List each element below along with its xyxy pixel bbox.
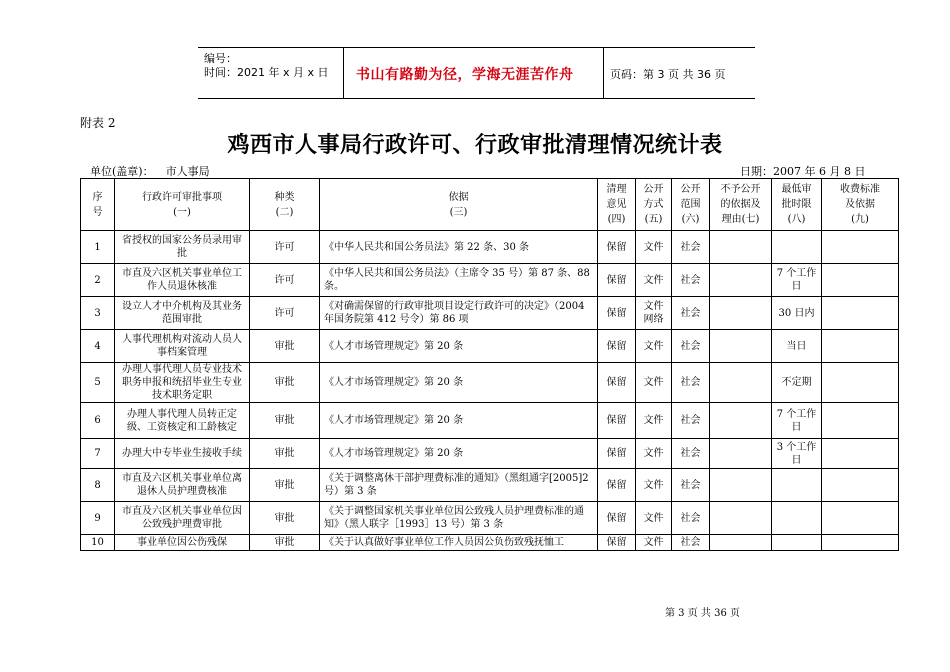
approval-type: 许可 [250, 264, 320, 297]
legal-basis: 《对确需保留的行政审批项目设定行政许可的决定》（2004 年国务院第 412 号令）第 86 项 [320, 297, 598, 330]
unit-label: 单位(盖章)： [90, 165, 154, 178]
legal-basis: 《人才市场管理规定》第 20 条 [320, 439, 598, 469]
approval-item: 设立人才中介机构及其业务范围审批 [115, 297, 250, 330]
column-header-line: 及依据 [845, 199, 875, 210]
legal-basis: 《人才市场管理规定》第 20 条 [320, 363, 598, 403]
row-number: 1 [81, 231, 115, 264]
fee-standard [822, 297, 899, 330]
table-row [81, 403, 899, 439]
disclosure-scope: 社会 [672, 535, 710, 551]
unit-line [90, 163, 210, 179]
column-header-line: (三) [449, 206, 468, 218]
approval-item: 市直及六区机关事业单位工作人员退休核准 [115, 264, 250, 297]
table-row [81, 297, 899, 330]
column-header-line: 范围 [680, 199, 701, 210]
time-label: 时间：2021 年 x 月 x 日 [204, 66, 329, 79]
non-disclosure-reason [710, 535, 772, 551]
approval-item: 办理人事代理人员专业技术职务申报和统招毕业生专业技术职务定职 [115, 363, 250, 403]
cleanup-opinion: 保留 [598, 297, 636, 330]
cleanup-opinion: 保留 [598, 403, 636, 439]
page-header [198, 47, 755, 99]
table-row [81, 502, 899, 535]
column-header-line: 的依据及 [720, 199, 761, 210]
legal-basis: 《中华人民共和国公务员法》第 22 条、30 条 [320, 231, 598, 264]
non-disclosure-reason [710, 297, 772, 330]
min-approval-time: 7 个工作日 [772, 264, 822, 297]
column-header-line: (九) [851, 214, 869, 225]
fee-standard [822, 502, 899, 535]
table-row [81, 469, 899, 502]
approval-item: 市直及六区机关事业单位因公致残护理费审批 [115, 502, 250, 535]
column-header [710, 179, 772, 231]
disclosure-method: 文件 [636, 264, 672, 297]
header-divider [603, 48, 604, 98]
disclosure-method: 文件 [636, 469, 672, 502]
approval-item: 省授权的国家公务员录用审批 [115, 231, 250, 264]
disclosure-method: 文件网络 [636, 297, 672, 330]
row-number: 8 [81, 469, 115, 502]
number-label: 编号： [204, 52, 237, 65]
table-row [81, 535, 899, 551]
approval-item: 办理人事代理人员转正定级、工资核定和工龄核定 [115, 403, 250, 439]
approval-item: 办理大中专毕业生接收手续 [115, 439, 250, 469]
row-number: 9 [81, 502, 115, 535]
row-number: 3 [81, 297, 115, 330]
approval-type: 审批 [250, 439, 320, 469]
min-approval-time: 7 个工作日 [772, 403, 822, 439]
statistics-table [80, 178, 899, 551]
non-disclosure-reason [710, 231, 772, 264]
column-header-line: 收费标准 [840, 184, 880, 195]
column-header [250, 179, 320, 231]
fee-standard [822, 403, 899, 439]
non-disclosure-reason [710, 403, 772, 439]
row-number: 5 [81, 363, 115, 403]
table-row [81, 330, 899, 363]
row-number: 6 [81, 403, 115, 439]
disclosure-method: 文件 [636, 403, 672, 439]
legal-basis: 《人才市场管理规定》第 20 条 [320, 403, 598, 439]
date-label: 日期：2007 年 6 月 8 日 [740, 165, 866, 178]
column-header [772, 179, 822, 231]
cleanup-opinion: 保留 [598, 330, 636, 363]
fee-standard [822, 363, 899, 403]
approval-type: 审批 [250, 403, 320, 439]
min-approval-time [772, 535, 822, 551]
approval-type: 审批 [250, 535, 320, 551]
approval-type: 许可 [250, 297, 320, 330]
disclosure-method: 文件 [636, 363, 672, 403]
column-header-line: 依据 [448, 191, 469, 203]
cleanup-opinion: 保留 [598, 363, 636, 403]
column-header-line: 种类 [274, 191, 295, 203]
row-number: 10 [81, 535, 115, 551]
row-number: 4 [81, 330, 115, 363]
cleanup-opinion: 保留 [598, 469, 636, 502]
fee-standard [822, 439, 899, 469]
column-header [81, 179, 115, 231]
min-approval-time: 当日 [772, 330, 822, 363]
fee-standard [822, 330, 899, 363]
min-approval-time: 30 日内 [772, 297, 822, 330]
cleanup-opinion: 保留 [598, 535, 636, 551]
table-row [81, 439, 899, 469]
approval-type: 审批 [250, 330, 320, 363]
column-header-line: (四) [607, 214, 626, 225]
column-header-line: 批时限 [781, 199, 812, 210]
non-disclosure-reason [710, 439, 772, 469]
disclosure-scope: 社会 [672, 439, 710, 469]
min-approval-time [772, 231, 822, 264]
legal-basis: 《人才市场管理规定》第 20 条 [320, 330, 598, 363]
fee-standard [822, 535, 899, 551]
table-body [81, 231, 899, 551]
legal-basis: 《关于认真做好事业单位工作人员因公负伤致残抚恤工 [320, 535, 598, 551]
disclosure-scope: 社会 [672, 264, 710, 297]
disclosure-scope: 社会 [672, 231, 710, 264]
column-header-line: 最低审 [781, 184, 812, 195]
cleanup-opinion: 保留 [598, 231, 636, 264]
column-header-line: 号 [92, 206, 103, 218]
approval-type: 审批 [250, 469, 320, 502]
row-number: 7 [81, 439, 115, 469]
approval-item: 人事代理机构对流动人员人事档案管理 [115, 330, 250, 363]
column-header-line: 理由(七) [721, 214, 760, 225]
column-header-line: 方式 [643, 199, 664, 210]
non-disclosure-reason [710, 363, 772, 403]
min-approval-time: 3 个工作日 [772, 439, 822, 469]
approval-item: 事业单位因公伤残保 [115, 535, 250, 551]
non-disclosure-reason [710, 264, 772, 297]
column-header-line: (六) [681, 214, 700, 225]
disclosure-method: 文件 [636, 330, 672, 363]
column-header [636, 179, 672, 231]
unit-value: 市人事局 [165, 165, 210, 178]
table-header-row [81, 179, 899, 231]
legal-basis: 《中华人民共和国公务员法》（主席令 35 号）第 87 条、88 条。 [320, 264, 598, 297]
header-motto: 书山有路勤为径，学海无涯苦作舟 [356, 67, 574, 83]
approval-type: 审批 [250, 363, 320, 403]
column-header-line: 行政许可审批事项 [142, 191, 222, 203]
header-page-label: 页码：第 3 页 共 36 页 [610, 68, 726, 81]
page-footer: 第 3 页 共 36 页 [665, 608, 740, 619]
column-header-line: (五) [644, 214, 663, 225]
disclosure-method: 文件 [636, 439, 672, 469]
column-header-line: 序 [92, 191, 103, 203]
header-meta [198, 48, 343, 98]
column-header-line: 清理 [606, 184, 627, 195]
fee-standard [822, 231, 899, 264]
column-header [320, 179, 598, 231]
column-header-line: (一) [173, 206, 191, 218]
disclosure-scope: 社会 [672, 330, 710, 363]
approval-item: 市直及六区机关事业单位离退休人员护理费核准 [115, 469, 250, 502]
disclosure-method: 文件 [636, 502, 672, 535]
non-disclosure-reason [710, 469, 772, 502]
fee-standard [822, 264, 899, 297]
column-header-line: (二) [275, 206, 294, 218]
row-number: 2 [81, 264, 115, 297]
column-header [822, 179, 899, 231]
header-divider [343, 48, 344, 98]
non-disclosure-reason [710, 502, 772, 535]
min-approval-time: 不定期 [772, 363, 822, 403]
table-row [81, 231, 899, 264]
legal-basis: 《关于调整离休干部护理费标准的通知》（黑组通字[2005]2 号）第 3 条 [320, 469, 598, 502]
column-header-line: 公开 [643, 184, 664, 195]
table-row [81, 264, 899, 297]
disclosure-scope: 社会 [672, 502, 710, 535]
cleanup-opinion: 保留 [598, 439, 636, 469]
disclosure-scope: 社会 [672, 469, 710, 502]
disclosure-scope: 社会 [672, 403, 710, 439]
fee-standard [822, 469, 899, 502]
approval-type: 审批 [250, 502, 320, 535]
column-header [598, 179, 636, 231]
cleanup-opinion: 保留 [598, 502, 636, 535]
column-header-line: 公开 [680, 184, 701, 195]
table-row [81, 363, 899, 403]
non-disclosure-reason [710, 330, 772, 363]
cleanup-opinion: 保留 [598, 264, 636, 297]
page-title: 鸡西市人事局行政许可、行政审批清理情况统计表 [227, 132, 723, 158]
disclosure-scope: 社会 [672, 363, 710, 403]
approval-type: 许可 [250, 231, 320, 264]
column-header-line: (八) [787, 214, 806, 225]
disclosure-method: 文件 [636, 535, 672, 551]
disclosure-method: 文件 [636, 231, 672, 264]
column-header-line: 意见 [606, 199, 627, 210]
legal-basis: 《关于调整国家机关事业单位因公致残人员护理费标准的通知》（黑人联字［1993］13 号）第 3 条 [320, 502, 598, 535]
disclosure-scope: 社会 [672, 297, 710, 330]
min-approval-time [772, 469, 822, 502]
column-header [672, 179, 710, 231]
column-header-line: 不予公开 [720, 184, 761, 195]
column-header [115, 179, 250, 231]
min-approval-time [772, 502, 822, 535]
attachment-label: 附表 2 [80, 116, 116, 130]
